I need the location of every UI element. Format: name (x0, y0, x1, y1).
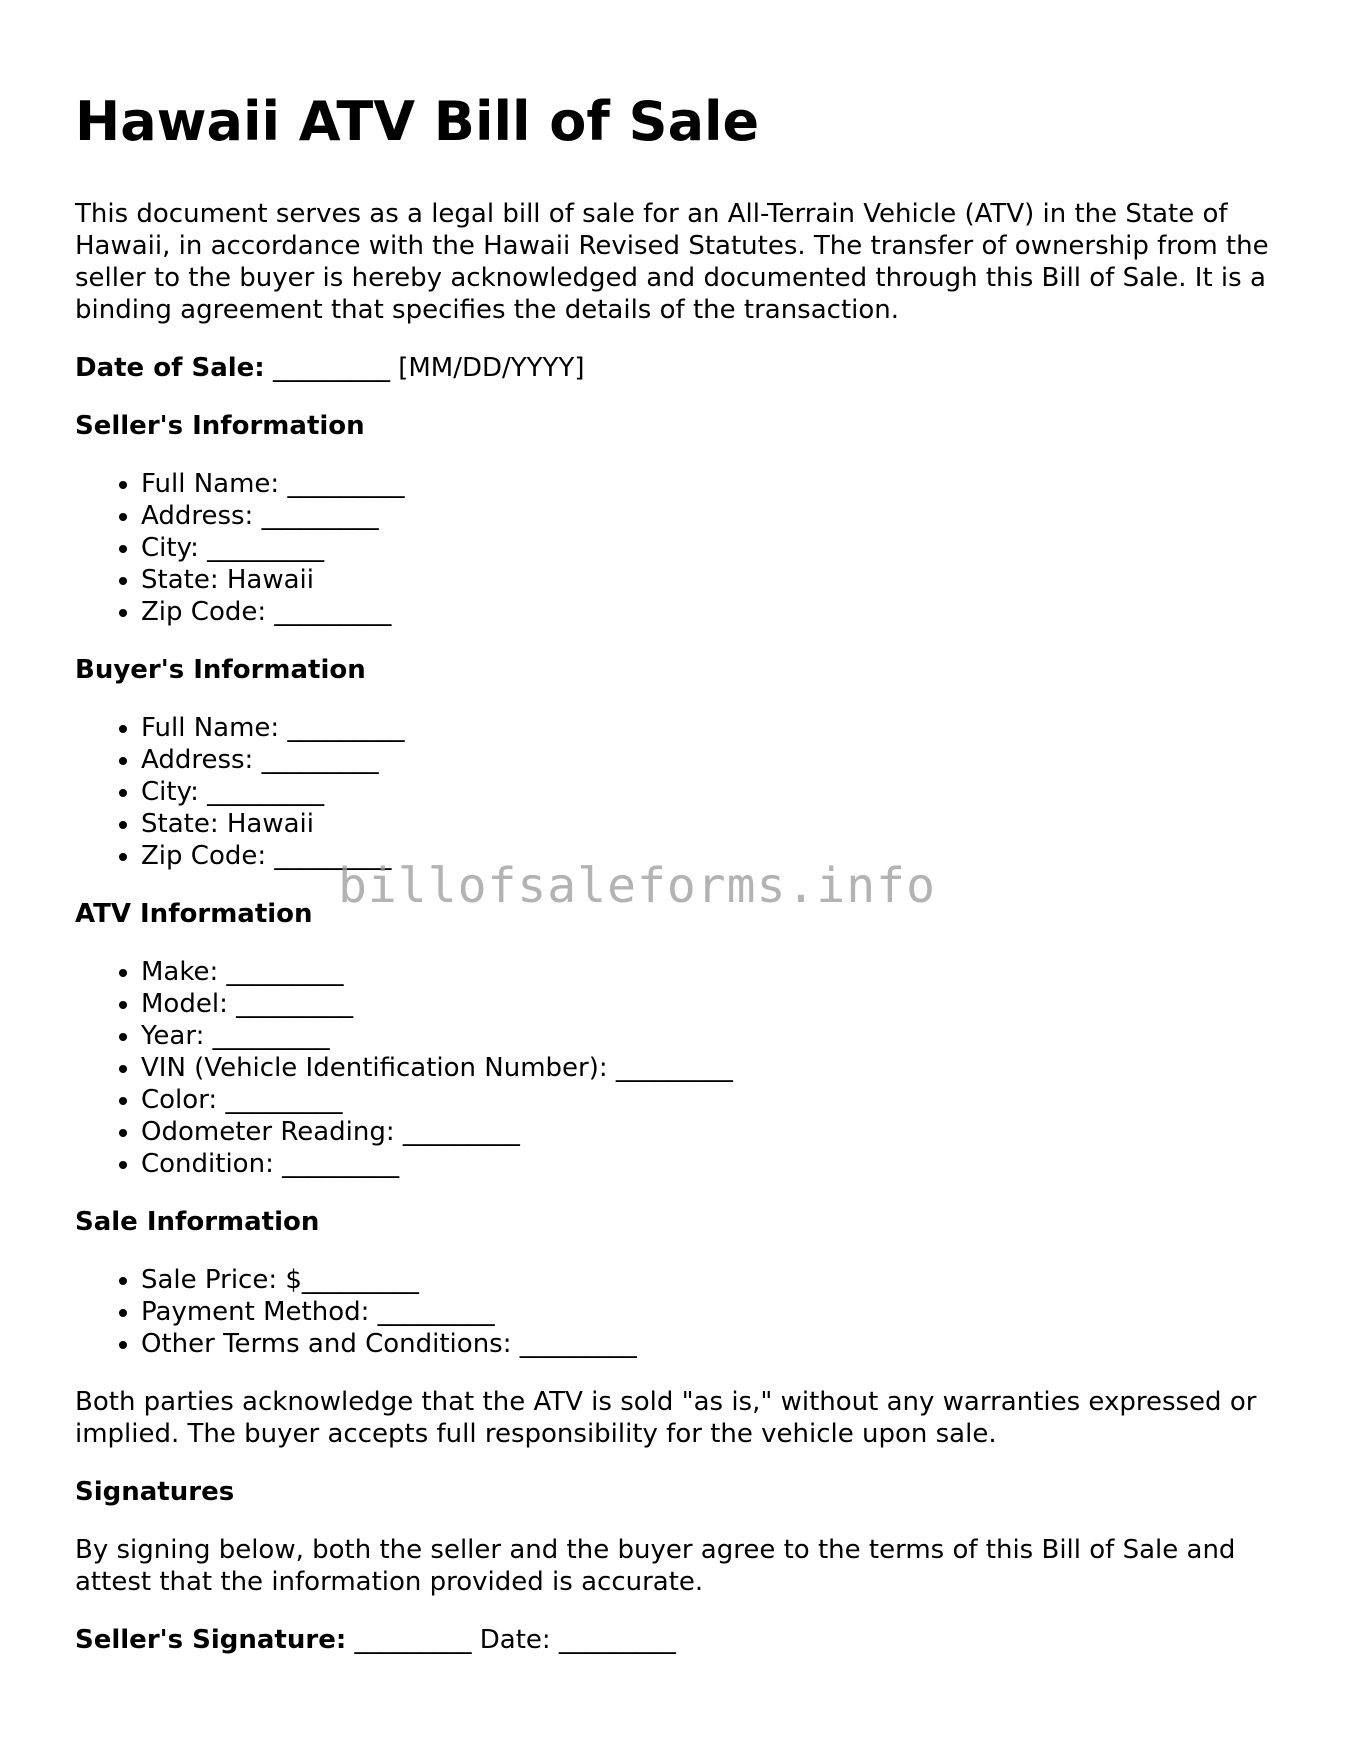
list-item: • Address: _________ (141, 500, 1295, 532)
as-is-paragraph: Both parties acknowledge that the ATV is sold "as is," without any warranties expressed or implied. The buyer accepts full responsibility for the vehicle upon sale. (75, 1387, 1257, 1449)
list-item: • Odometer Reading: _________ (141, 1116, 1295, 1148)
sale-list (75, 1264, 1295, 1360)
list-item: • Model: _________ (141, 988, 1295, 1020)
list-item: • Make: _________ (141, 956, 1295, 988)
list-item: • Payment Method: _________ (141, 1296, 1295, 1328)
intro-paragraph: This document serves as a legal bill of sale for an All-Terrain Vehicle (ATV) in the State of Hawaii, in accordance with the Hawaii Revised Statutes. The transfer of ownership from the seller to the buyer is hereby acknowledged and documented through this Bill of Sale. It is a binding agreement that specifies the details of the transaction. (75, 199, 1269, 325)
buyer-heading: Buyer's Information (75, 655, 366, 685)
buyer-list (75, 712, 1295, 872)
seller-signature-line (75, 1624, 1295, 1656)
list-item: • Sale Price: $_________ (141, 1264, 1295, 1296)
signatures-paragraph: By signing below, both the seller and the buyer agree to the terms of this Bill of Sale and attest that the information provided is accurate. (75, 1535, 1236, 1597)
list-item: • City: _________ (141, 776, 1295, 808)
date-of-sale-label: Date of Sale: (75, 353, 265, 383)
atv-heading: ATV Information (75, 899, 313, 929)
seller-signature-label: Seller's Signature: (75, 1625, 347, 1655)
list-item: • VIN (Vehicle Identification Number): _________ (141, 1052, 1295, 1084)
watermark: billofsaleforms.info (338, 858, 936, 914)
seller-heading: Seller's Information (75, 411, 365, 441)
list-item: • Full Name: _________ (141, 468, 1295, 500)
list-item: • Color: _________ (141, 1084, 1295, 1116)
list-item: • Year: _________ (141, 1020, 1295, 1052)
date-of-sale-line (75, 352, 1295, 384)
date-of-sale-value: _________ [MM/DD/YYYY] (272, 353, 585, 383)
list-item: • Other Terms and Conditions: _________ (141, 1328, 1295, 1360)
list-item: • State: Hawaii (141, 564, 1295, 596)
page-title: Hawaii ATV Bill of Sale (75, 90, 760, 153)
list-item: • Condition: _________ (141, 1148, 1295, 1180)
list-item: • City: _________ (141, 532, 1295, 564)
list-item: • Address: _________ (141, 744, 1295, 776)
list-item: • Full Name: _________ (141, 712, 1295, 744)
sale-heading: Sale Information (75, 1207, 320, 1237)
list-item: • Zip Code: _________ (141, 596, 1295, 628)
list-item: • Zip Code: _________ (141, 840, 1295, 872)
signatures-heading: Signatures (75, 1477, 235, 1507)
list-item: • State: Hawaii (141, 808, 1295, 840)
seller-signature-value: _________ Date: _________ (354, 1625, 676, 1655)
atv-list (75, 956, 1295, 1180)
seller-list (75, 468, 1295, 628)
